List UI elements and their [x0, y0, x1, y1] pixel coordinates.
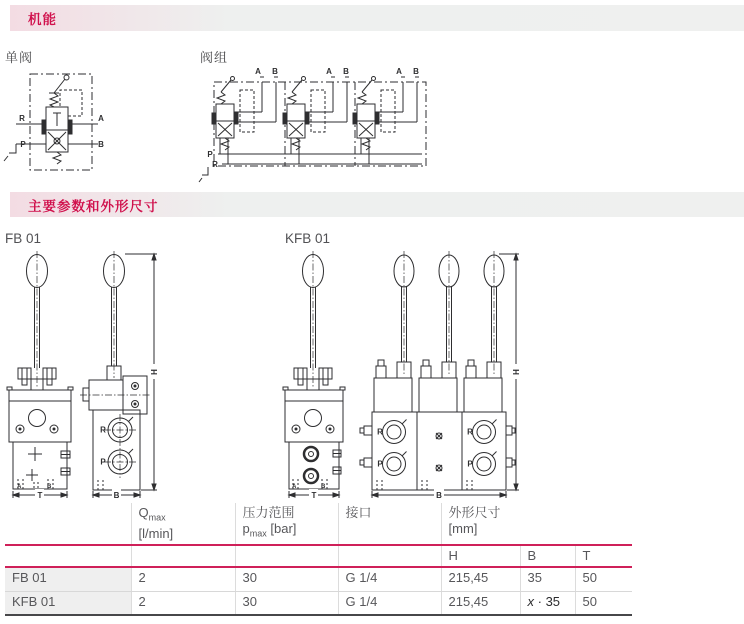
- b-rest: · 35: [537, 593, 561, 609]
- port-p-label: P: [467, 459, 473, 469]
- port-a-label: A: [326, 67, 332, 76]
- port-r-label: R: [467, 427, 473, 437]
- port-a-label: A: [98, 114, 104, 123]
- dim-b-label: B: [436, 491, 442, 499]
- fb01-drawing: [4, 248, 164, 499]
- cell-name: FB 01: [5, 567, 131, 591]
- cell-pmax: 30: [235, 591, 338, 615]
- cell-qmax: 2: [131, 591, 235, 615]
- kfb01-label: KFB 01: [285, 231, 331, 246]
- valve-group-schematic: [198, 60, 433, 186]
- subheader-t: T: [575, 545, 632, 567]
- pressure-symbol: p: [242, 521, 250, 536]
- col-header-flow: [131, 503, 235, 545]
- pressure-sub: max: [249, 528, 267, 539]
- pressure-unit: [bar]: [270, 521, 297, 536]
- port-a-label: A: [292, 484, 297, 490]
- section-title: 主要参数和外形尺寸: [28, 198, 159, 214]
- port-b-label: B: [47, 484, 52, 490]
- subheader-empty: [131, 545, 235, 567]
- flow-unit: [l/min]: [138, 525, 174, 541]
- port-b-label: B: [343, 67, 349, 76]
- dims-title: 外形尺寸: [448, 505, 501, 520]
- port-r-label: R: [377, 427, 383, 437]
- dim-h-label: H: [149, 369, 158, 375]
- subheader-h: H: [441, 545, 520, 567]
- dims-unit: [mm]: [448, 521, 478, 536]
- port-p-label: P: [20, 140, 26, 149]
- port-r-label: R: [19, 114, 25, 123]
- single-valve-schematic: [2, 66, 122, 182]
- col-header-empty: [5, 503, 131, 545]
- section-header-function: [10, 5, 744, 31]
- port-b-label: B: [413, 67, 419, 76]
- cell-b: 35: [520, 567, 575, 591]
- cell-port: G 1/4: [338, 591, 441, 615]
- port-p-label: P: [207, 150, 213, 159]
- kfb01-drawing: [278, 248, 520, 499]
- col-header-dims: [441, 503, 632, 545]
- section-title: 机能: [28, 12, 57, 27]
- b-factor: x: [527, 593, 534, 609]
- table-header-row: [5, 503, 632, 545]
- flow-sub: max: [148, 512, 166, 523]
- port-b-label: B: [272, 67, 278, 76]
- flow-symbol: Q: [138, 505, 149, 520]
- table-row: [5, 591, 632, 615]
- cell-qmax: 2: [131, 567, 235, 591]
- port-a-label: A: [255, 67, 261, 76]
- port-a-label: A: [17, 484, 22, 490]
- dim-t-label: T: [311, 491, 317, 499]
- port-b-label: B: [321, 484, 326, 490]
- port-a-label: A: [396, 67, 402, 76]
- cell-pmax: 30: [235, 567, 338, 591]
- cell-h: 215,45: [441, 567, 520, 591]
- dim-b-label: B: [113, 491, 120, 499]
- subheader-empty: [235, 545, 338, 567]
- dim-t-label: T: [37, 491, 43, 499]
- subheader-empty: [338, 545, 441, 567]
- col-header-pressure: [235, 503, 338, 545]
- cell-port: G 1/4: [338, 567, 441, 591]
- fb01-label: FB 01: [5, 231, 42, 246]
- cell-t: 50: [575, 567, 632, 591]
- cell-name: KFB 01: [5, 591, 131, 615]
- port-p-label: P: [100, 457, 106, 467]
- table-subheader-row: [5, 545, 632, 567]
- single-valve-label: 单阀: [5, 50, 34, 65]
- cell-t: 50: [575, 591, 632, 615]
- cell-b: [520, 591, 575, 615]
- section-header-params: [10, 192, 744, 217]
- subheader-empty: [5, 545, 131, 567]
- port-title: 接口: [345, 505, 372, 520]
- table-row: [5, 567, 632, 591]
- port-b-label: B: [98, 140, 104, 149]
- cell-h: 215,45: [441, 591, 520, 615]
- valve-group-label: 阀组: [200, 50, 229, 65]
- port-r-label: R: [212, 160, 218, 169]
- col-header-port: [338, 503, 441, 545]
- dim-h-label: H: [511, 369, 520, 375]
- port-p-label: P: [377, 459, 383, 469]
- pressure-title: 压力范围: [242, 505, 295, 520]
- specs-table: [5, 503, 632, 616]
- subheader-b: B: [520, 545, 575, 567]
- port-r-label: R: [100, 425, 106, 435]
